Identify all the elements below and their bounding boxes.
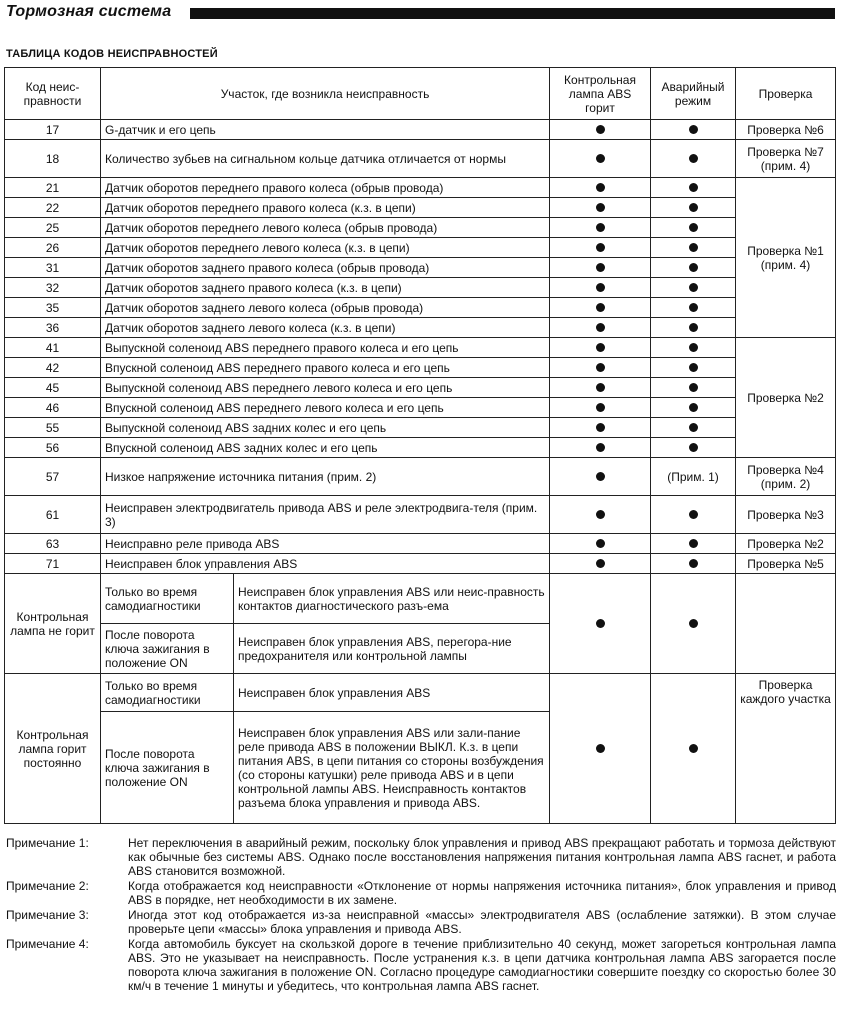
table-row — [5, 398, 836, 418]
col-header-code: Код неис-правности — [5, 68, 101, 120]
fault-desc: Впускной соленоид ABS задних колес и его цепь — [101, 438, 550, 458]
note-text: Когда автомобиль буксует на скользкой дороге в течение приблизительно 40 секунд, может загореться контрольная лампа ABS. Это не указывает на неисправность. После устранения к.з. в цепи датчика контрольная лампа ABS загорается после поворота ключа зажигания в положение ON. Согласно процедуре самодиагностики совершите поездку со скоростью более 30 км/ч в течение 1 минуты и убедитесь, что контрольная лампа ABS гаснет. — [128, 937, 836, 993]
filled-circle-icon — [689, 343, 698, 352]
fault-desc: Неисправен блок управления ABS или неис-правность контактов диагностического разъ-ема — [234, 574, 550, 624]
condition-text: После поворота ключа зажигания в положение ON — [101, 624, 234, 674]
filled-circle-icon — [596, 619, 605, 628]
emergency-note: (Прим. 1) — [651, 458, 736, 496]
condition-text: После поворота ключа зажигания в положение ON — [101, 712, 234, 824]
page-header — [0, 0, 843, 32]
fault-code: 21 — [5, 178, 101, 198]
fault-desc: Датчик оборотов переднего левого колеса (обрыв провода) — [101, 218, 550, 238]
fault-code: 31 — [5, 258, 101, 278]
filled-circle-icon — [596, 363, 605, 372]
fault-desc: Неисправен блок управления ABS, перегора-ние предохранителя или контрольной лампы — [234, 624, 550, 674]
table-row — [5, 496, 836, 534]
fault-desc: Неисправен блок управления ABS — [234, 674, 550, 712]
filled-circle-icon — [689, 403, 698, 412]
fault-code: 25 — [5, 218, 101, 238]
table-row — [5, 674, 836, 712]
filled-circle-icon — [596, 423, 605, 432]
fault-desc: Количество зубьев на сигнальном кольце датчика отличается от нормы — [101, 140, 550, 178]
note-text: Иногда этот код отображается из-за неисправной «массы» электродвигателя ABS (ослабление затяжки). В этом случае проверьте цепи «массы» блока управления и привода ABS. — [128, 908, 836, 936]
note-label: Примечание 1: — [6, 836, 89, 850]
filled-circle-icon — [689, 283, 698, 292]
table-row — [5, 178, 836, 198]
lamp-off-label: Контрольная лампа не горит — [5, 574, 101, 674]
fault-code: 32 — [5, 278, 101, 298]
fault-code: 26 — [5, 238, 101, 258]
filled-circle-icon — [689, 539, 698, 548]
filled-circle-icon — [689, 443, 698, 452]
filled-circle-icon — [596, 125, 605, 134]
filled-circle-icon — [689, 559, 698, 568]
filled-circle-icon — [689, 303, 698, 312]
filled-circle-icon — [689, 125, 698, 134]
filled-circle-icon — [689, 154, 698, 163]
filled-circle-icon — [596, 472, 605, 481]
fault-desc: Неисправен блок управления ABS или зали-пание реле привода ABS в положении ВЫКЛ. К.з. в цепи питания ABS, в цепи питания со стороны возбуждения (со стороны катушки) реле привода ABS и в цепи контрольной лампы ABS. Неисправность контактов разъема блока управления и привода ABS. — [234, 712, 550, 824]
filled-circle-icon — [596, 383, 605, 392]
note-text: Нет переключения в аварийный режим, поскольку блок управления и привод ABS прекращают работать и тормоза действуют как обычные без системы ABS. Однако после восстановления напряжения питания контрольная лампа ABS гаснет, и работа ABS становится возможной. — [128, 836, 836, 878]
check-ref: Проверка №1 (прим. 4) — [736, 178, 836, 338]
table-row — [5, 438, 836, 458]
check-ref: Проверка №7 (прим. 4) — [736, 140, 836, 178]
fault-code: 57 — [5, 458, 101, 496]
filled-circle-icon — [596, 539, 605, 548]
note-label: Примечание 4: — [6, 937, 89, 951]
fault-code: 63 — [5, 534, 101, 554]
table-row — [5, 278, 836, 298]
filled-circle-icon — [689, 263, 698, 272]
check-ref: Проверка №4 (прим. 2) — [736, 458, 836, 496]
filled-circle-icon — [689, 363, 698, 372]
check-ref: Проверка №2 — [736, 534, 836, 554]
filled-circle-icon — [689, 243, 698, 252]
fault-code: 22 — [5, 198, 101, 218]
filled-circle-icon — [689, 510, 698, 519]
fault-desc: Датчик оборотов заднего левого колеса (обрыв провода) — [101, 298, 550, 318]
notes-section — [6, 836, 836, 994]
note-text: Когда отображается код неисправности «Отклонение от нормы напряжения источника питания», блок управления и привод ABS в порядке, нет необходимости в их замене. — [128, 879, 836, 907]
fault-desc: Неисправен блок управления ABS — [101, 554, 550, 574]
filled-circle-icon — [596, 303, 605, 312]
filled-circle-icon — [596, 243, 605, 252]
col-header-check: Проверка — [736, 68, 836, 120]
fault-code: 18 — [5, 140, 101, 178]
table-row — [5, 198, 836, 218]
fault-code: 71 — [5, 554, 101, 574]
filled-circle-icon — [596, 323, 605, 332]
fault-code: 61 — [5, 496, 101, 534]
fault-desc: Датчик оборотов заднего правого колеса (к.з. в цепи) — [101, 278, 550, 298]
check-ref: Проверка №6 — [736, 120, 836, 140]
check-ref: Проверка №3 — [736, 496, 836, 534]
table-row — [5, 378, 836, 398]
filled-circle-icon — [596, 510, 605, 519]
col-header-emergency: Аварийный режим — [651, 68, 736, 120]
filled-circle-icon — [596, 744, 605, 753]
filled-circle-icon — [596, 403, 605, 412]
condition-text: Только во время самодиагностики — [101, 574, 234, 624]
filled-circle-icon — [689, 744, 698, 753]
note-label: Примечание 3: — [6, 908, 89, 922]
filled-circle-icon — [596, 223, 605, 232]
filled-circle-icon — [596, 154, 605, 163]
table-row — [5, 338, 836, 358]
table-row — [5, 140, 836, 178]
fault-desc: Впускной соленоид ABS переднего правого колеса и его цепь — [101, 358, 550, 378]
fault-code: 41 — [5, 338, 101, 358]
fault-desc: Выпускной соленоид ABS задних колес и его цепь — [101, 418, 550, 438]
check-ref: Проверка №5 — [736, 554, 836, 574]
fault-desc: Датчик оборотов заднего левого колеса (к.з. в цепи) — [101, 318, 550, 338]
table-row — [5, 258, 836, 278]
table-row — [5, 218, 836, 238]
table-row — [5, 318, 836, 338]
table-row — [5, 574, 836, 624]
table-row — [5, 238, 836, 258]
filled-circle-icon — [596, 559, 605, 568]
table-row — [5, 534, 836, 554]
fault-desc: Выпускной соленоид ABS переднего левого колеса и его цепь — [101, 378, 550, 398]
filled-circle-icon — [689, 383, 698, 392]
col-header-location: Участок, где возникла неисправность — [101, 68, 550, 120]
table-row — [5, 418, 836, 438]
fault-code: 42 — [5, 358, 101, 378]
note-item — [6, 908, 836, 936]
filled-circle-icon — [689, 223, 698, 232]
fault-desc: Неисправен электродвигатель привода ABS и реле электродвига-теля (прим. 3) — [101, 496, 550, 534]
note-item — [6, 879, 836, 907]
col-header-lamp: Контрольная лампа ABS горит — [550, 68, 651, 120]
filled-circle-icon — [596, 343, 605, 352]
filled-circle-icon — [689, 619, 698, 628]
filled-circle-icon — [689, 323, 698, 332]
fault-desc: Датчик оборотов переднего левого колеса (к.з. в цепи) — [101, 238, 550, 258]
fault-codes-table — [4, 67, 836, 824]
table-row — [5, 458, 836, 496]
fault-desc: Низкое напряжение источника питания (прим. 2) — [101, 458, 550, 496]
condition-text: Только во время самодиагностики — [101, 674, 234, 712]
fault-code: 56 — [5, 438, 101, 458]
fault-code: 45 — [5, 378, 101, 398]
fault-desc: Датчик оборотов заднего правого колеса (обрыв провода) — [101, 258, 550, 278]
fault-desc: G-датчик и его цепь — [101, 120, 550, 140]
filled-circle-icon — [689, 183, 698, 192]
filled-circle-icon — [596, 183, 605, 192]
fault-desc: Датчик оборотов переднего правого колеса (обрыв провода) — [101, 178, 550, 198]
fault-code: 46 — [5, 398, 101, 418]
table-row — [5, 298, 836, 318]
table-row — [5, 358, 836, 378]
fault-desc: Впускной соленоид ABS переднего левого колеса и его цепь — [101, 398, 550, 418]
fault-code: 35 — [5, 298, 101, 318]
filled-circle-icon — [596, 263, 605, 272]
filled-circle-icon — [596, 203, 605, 212]
note-label: Примечание 2: — [6, 879, 89, 893]
fault-desc: Датчик оборотов переднего правого колеса (к.з. в цепи) — [101, 198, 550, 218]
filled-circle-icon — [689, 423, 698, 432]
filled-circle-icon — [689, 203, 698, 212]
note-item — [6, 836, 836, 878]
note-item — [6, 937, 836, 993]
table-row — [5, 554, 836, 574]
filled-circle-icon — [596, 283, 605, 292]
check-ref: Проверка №2 — [736, 338, 836, 458]
fault-code: 55 — [5, 418, 101, 438]
lamp-on-label: Контрольная лампа горит постоянно — [5, 674, 101, 824]
check-ref: Проверка каждого участка — [736, 674, 836, 824]
table-title: ТАБЛИЦА КОДОВ НЕИСПРАВНОСТЕЙ — [6, 48, 218, 60]
header-rule — [190, 8, 835, 19]
section-title: Тормозная система — [6, 3, 172, 20]
fault-desc: Выпускной соленоид ABS переднего правого колеса и его цепь — [101, 338, 550, 358]
fault-desc: Неисправно реле привода ABS — [101, 534, 550, 554]
table-header-row — [5, 68, 836, 120]
fault-code: 17 — [5, 120, 101, 140]
fault-code: 36 — [5, 318, 101, 338]
filled-circle-icon — [596, 443, 605, 452]
table-row — [5, 120, 836, 140]
